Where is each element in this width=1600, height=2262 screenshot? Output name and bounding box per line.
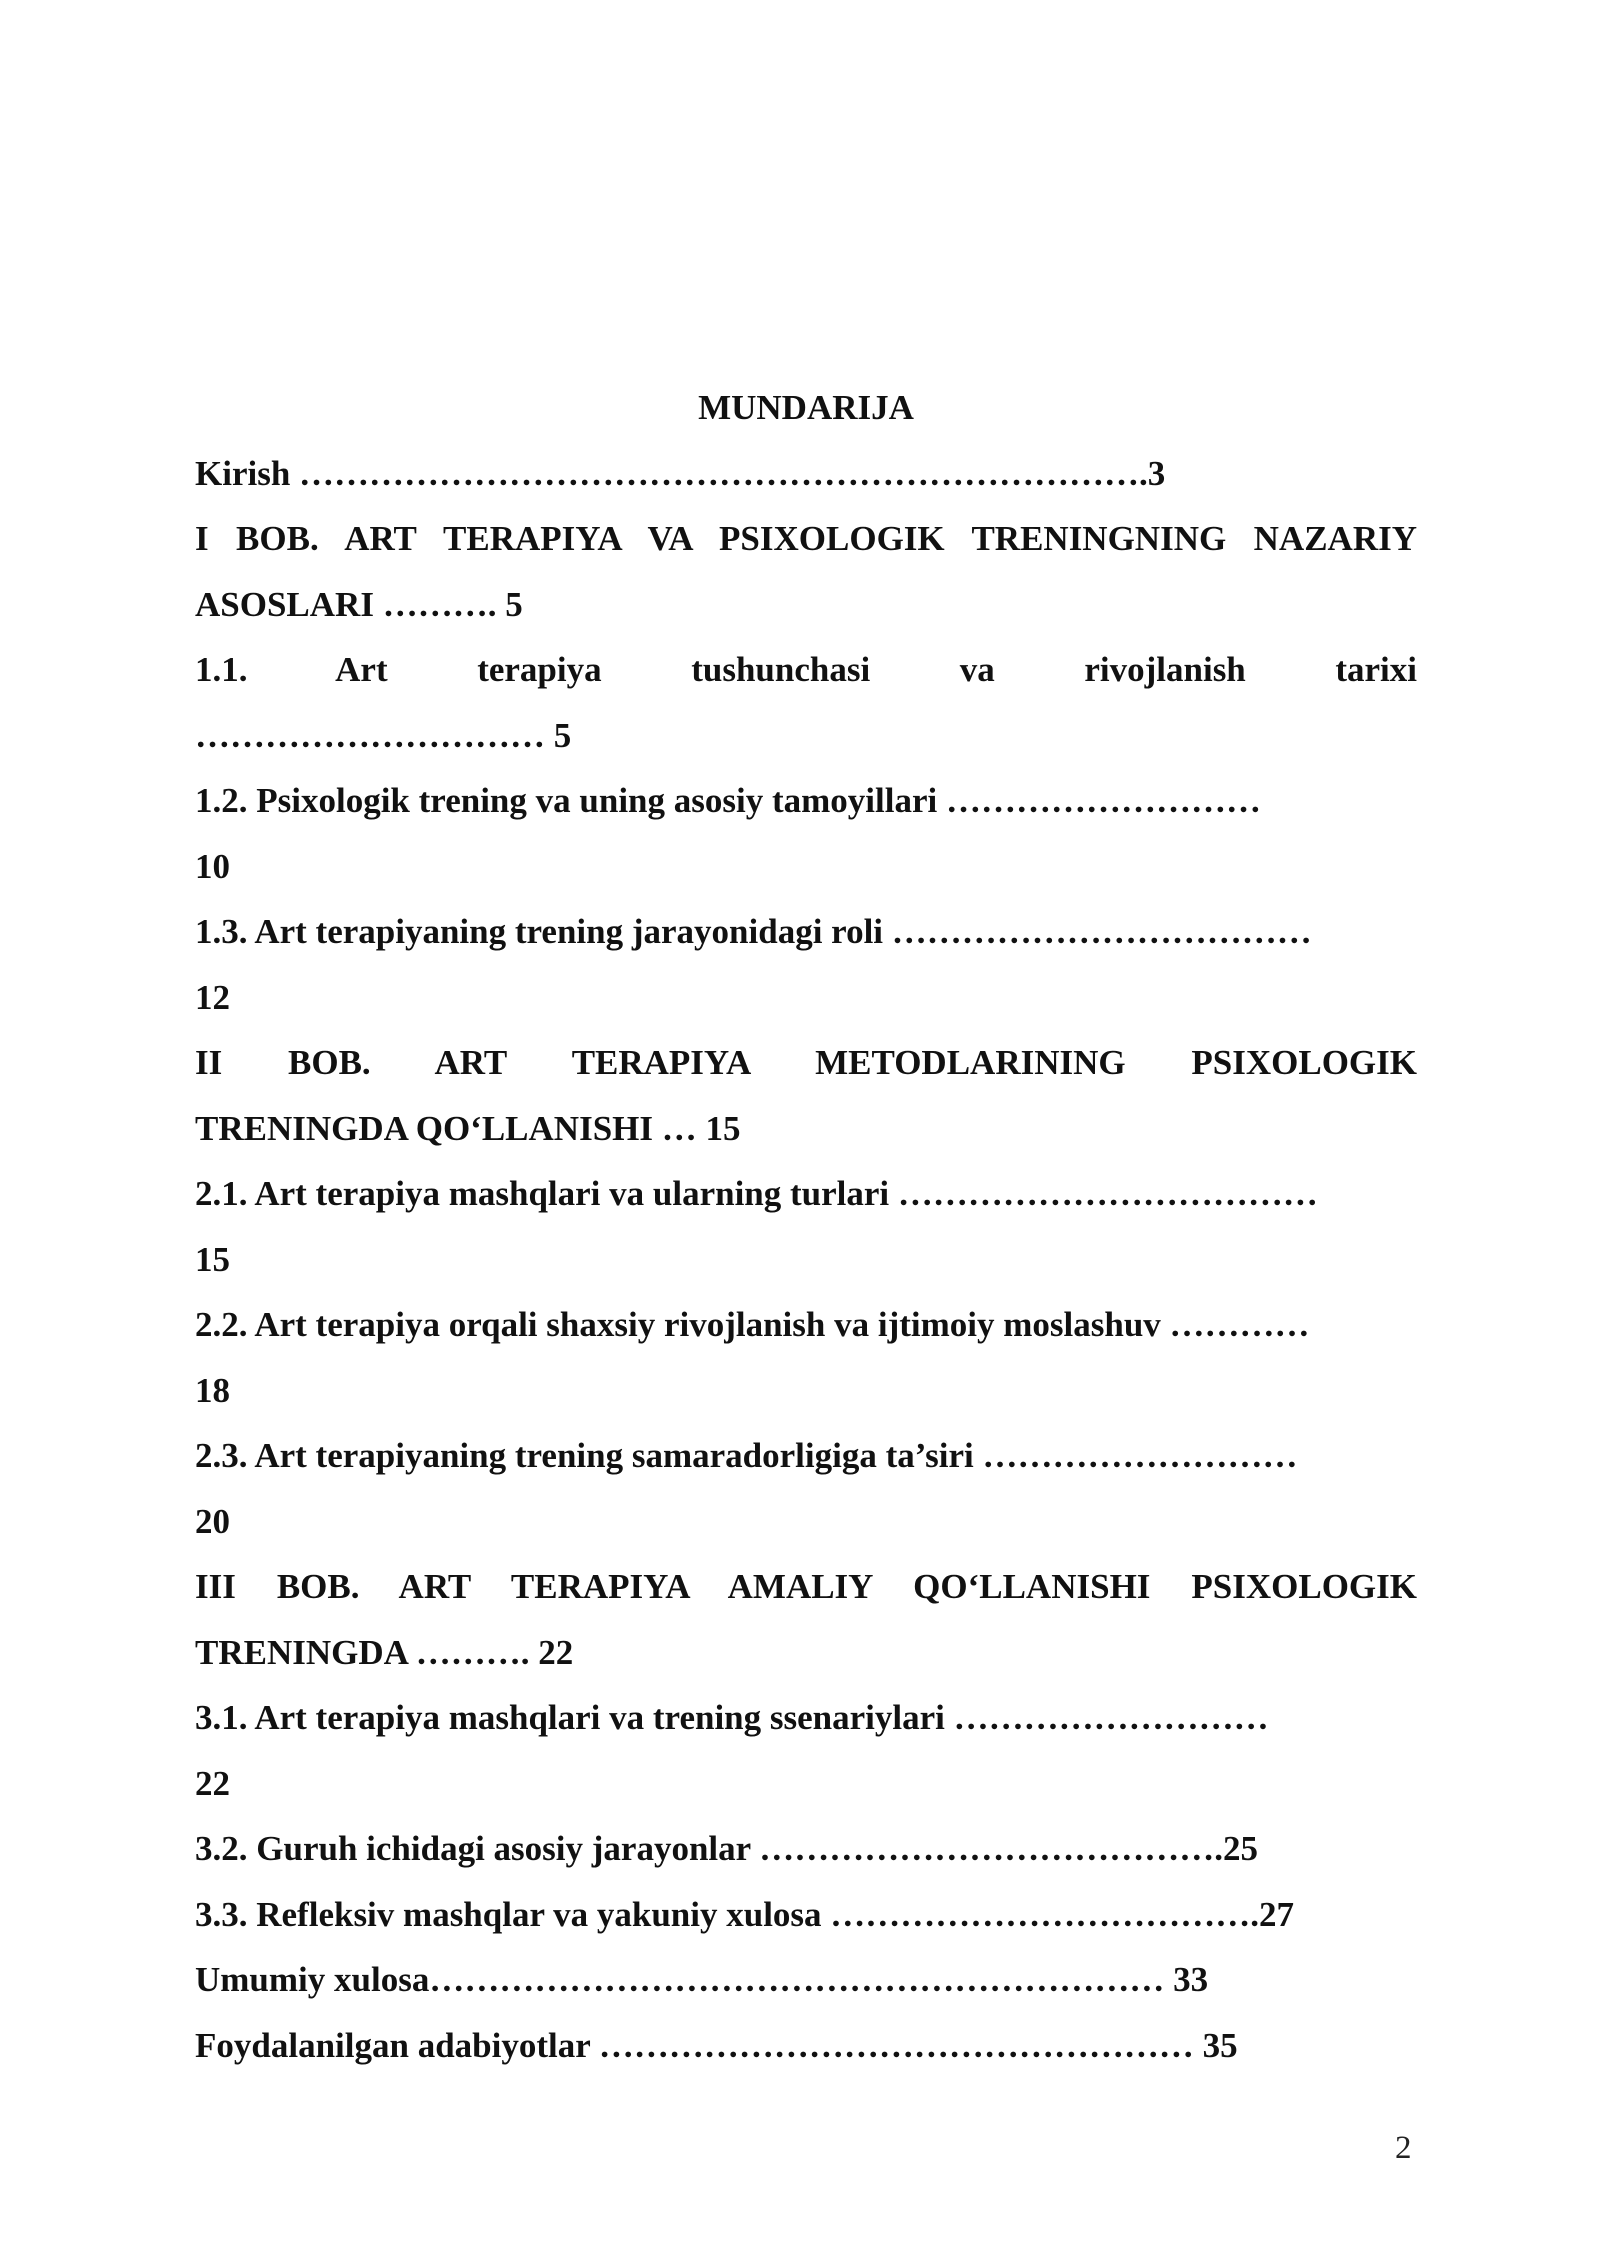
table-of-contents	[195, 375, 1417, 2078]
toc-entry-section-3-3: 3.3. Refleksiv mashqlar va yakuniy xulosa ……………………………….27	[195, 1894, 1295, 1934]
toc-entry-section-2-2: 2.2. Art terapiya orqali shaxsiy rivojlanish va ijtimoiy moslashuv …………	[195, 1305, 1310, 1344]
toc-entry-kirish: Kirish ……………………………………………………………….3	[195, 453, 1166, 493]
toc-entry-umumiy-xulosa: Umumiy xulosa……………………………………………………… 33	[195, 1960, 1209, 1999]
toc-entry-chapter-1-continued: ASOSLARI ………. 5	[195, 584, 523, 624]
toc-entry-section-3-2: 3.2. Guruh ichidagi asosiy jarayonlar ………………………………….25	[195, 1829, 1259, 1868]
toc-entry-adabiyotlar: Foydalanilgan adabiyotlar …………………………………………… 35	[195, 2025, 1238, 2065]
toc-entry-chapter-3-continued: TRENINGDA ………. 22	[195, 1632, 574, 1672]
page-number: 2	[1395, 2130, 1412, 2166]
toc-entry-section-1-1-page: ………………………… 5	[195, 715, 572, 755]
toc-entry-section-1-2-page: 10	[195, 846, 230, 886]
toc-entry-section-2-3: 2.3. Art terapiyaning trening samaradorligiga ta’siri ………………………	[195, 1436, 1298, 1475]
toc-entry-chapter-1: I BOB. ART TERAPIYA VA PSIXOLOGIK TRENINGNING NAZARIY	[195, 519, 1417, 558]
toc-entry-section-1-2: 1.2. Psixologik trening va uning asosiy tamoyillari ………………………	[195, 781, 1261, 820]
toc-title: MUNDARIJA	[698, 388, 914, 427]
toc-entry-section-1-1: 1.1. Art terapiya tushunchasi va rivojlanish tarixi	[195, 650, 1417, 689]
toc-entry-section-3-1: 3.1. Art terapiya mashqlari va trening ssenariylari ………………………	[195, 1698, 1269, 1737]
toc-entry-section-2-3-page: 20	[195, 1501, 230, 1541]
toc-entry-section-2-2-page: 18	[195, 1370, 230, 1410]
toc-entry-chapter-2: II BOB. ART TERAPIYA METODLARINING PSIXOLOGIK	[195, 1043, 1417, 1082]
toc-entry-section-1-3-page: 12	[195, 977, 230, 1017]
toc-entry-section-1-3: 1.3. Art terapiyaning trening jarayonidagi roli ………………………………	[195, 912, 1312, 951]
toc-entry-chapter-3: III BOB. ART TERAPIYA AMALIY QO‘LLANISHI PSIXOLOGIK	[195, 1567, 1417, 1606]
toc-entry-section-2-1-page: 15	[195, 1239, 230, 1279]
toc-entry-section-3-1-page: 22	[195, 1763, 230, 1803]
toc-entry-section-2-1: 2.1. Art terapiya mashqlari va ularning turlari ………………………………	[195, 1174, 1318, 1213]
toc-entry-chapter-2-continued: TRENINGDA QO‘LLANISHI … 15	[195, 1108, 741, 1148]
